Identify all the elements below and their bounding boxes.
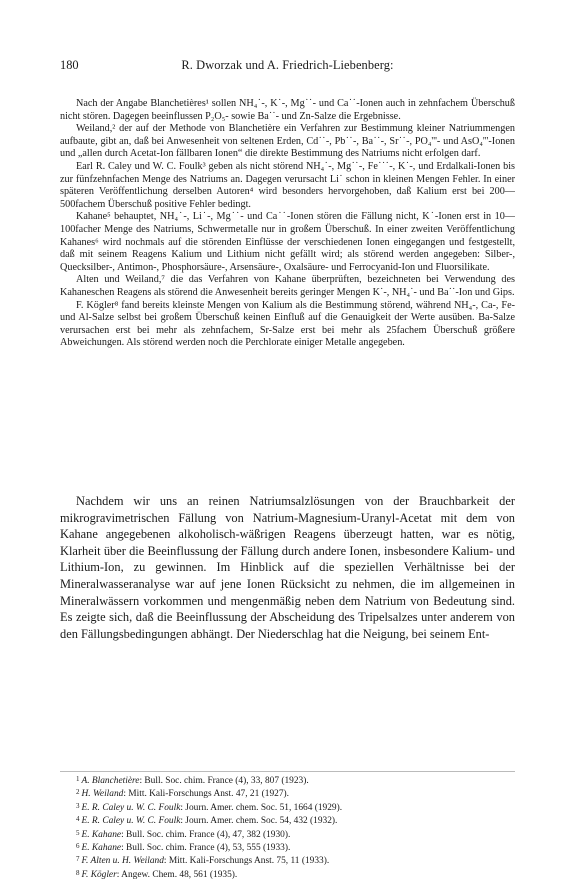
footnote-number: 5 bbox=[76, 828, 80, 837]
footnote-number: 2 bbox=[76, 788, 80, 797]
review-paragraph-1: Nach der Angabe Blanchetières¹ sollen NH₄˙-, K˙-, Mg˙˙- und Ca˙˙-Ionen auch in zehnfachem Überschuß nicht stören. Dagegen beeinflussen P₂O₅- sowie Ba˙˙- und Zn-Salze die Ergebnisse. bbox=[60, 98, 515, 122]
footnote bbox=[76, 841, 516, 854]
footnote-author: F. Kögler bbox=[81, 869, 117, 880]
footnote bbox=[76, 814, 516, 827]
footnote-number: 6 bbox=[76, 842, 80, 851]
footnote bbox=[76, 774, 516, 787]
footnote-number: 3 bbox=[76, 801, 80, 810]
footnote-reference: : Mitt. Kali-Forschungs Anst. 75, 11 (1933). bbox=[163, 856, 330, 867]
footnote bbox=[76, 787, 516, 800]
footnote-reference: : Journ. Amer. chem. Soc. 51, 1664 (1929). bbox=[180, 802, 343, 813]
footnote-reference: : Bull. Soc. chim. France (4), 33, 807 (1923). bbox=[139, 776, 309, 786]
footnote-author: E. R. Caley u. W. C. Foulk bbox=[81, 816, 181, 827]
footnote-reference: : Bull. Soc. chim. France (4), 47, 382 (1930). bbox=[121, 829, 291, 840]
footnote-author: E. Kahane bbox=[81, 843, 122, 854]
review-paragraph-5: Alten und Weiland,⁷ die das Verfahren von Kahane überprüften, bezeichneten bei Verwendung des Kahaneschen Reagens als störend die Anwesenheit bereits geringer Mengen K˙-, NH₄˙- und Ba˙˙-Ion und Gips. bbox=[60, 274, 515, 298]
footnote-number: 1 bbox=[76, 775, 80, 783]
main-text bbox=[60, 493, 515, 642]
footnote-number: 4 bbox=[76, 815, 80, 824]
footnotes bbox=[76, 774, 516, 881]
review-paragraph-3: Earl R. Caley und W. C. Foulk³ geben als nicht störend NH₄˙-, Mg˙˙-, Fe˙˙˙-, K˙-, und Erdalkali-Ionen bis zur fünfzehnfachen Menge des Natriums an. Dagegen verursacht Li˙ schon in kleinen Mengen Fehler. In einer späteren Veröffentlichung derselben Autoren⁴ wird besonders hervorgehoben, daß Kalium erst bei 200—500fachem Überschuß positive Fehler bedingt. bbox=[60, 160, 515, 210]
footnote-number: 8 bbox=[76, 868, 80, 877]
review-paragraph-4: Kahane⁵ behauptet, NH₄˙-, Li˙-, Mg˙˙- und Ca˙˙-Ionen stören die Fällung nicht, K˙-Ionen erst in 10—100facher Menge des Natriums, Schwermetalle nur in großem Überschuß. In einer zweiten Veröffentlichung Kahanes⁶ wird nochmals auf die störenden Einflüsse der verschiedenen Ionen eingegangen und festgestellt, daß mit seinem Reagens Kalium und Lithium nicht gefällt wird; als störend werden angegeben: Silber-, Quecksilber-, Antimon-, Phosphorsäure-, Arsensäure-, Oxalsäure- und Ferrocyanid-Ion und Fluorsilikate. bbox=[60, 211, 515, 273]
review-paragraph-6: F. Kögler⁸ fand bereits kleinste Mengen von Kalium als die Bestimmung störend, während NH₄-, Ca-, Fe- und Al-Salze selbst bei großem Überschuß keinen Einfluß auf die Genauigkeit der Werte ausüben. Ba-Salze verursachen erst bei mehr als zehnfachem, Sr-Salze erst bei mehr als 25fachem Überschuß größere Abweichungen. Als störend werden noch die Perchlorate einiger Metalle angegeben. bbox=[60, 299, 515, 349]
page-number: 180 bbox=[60, 58, 79, 72]
footnote-author: H. Weiland bbox=[81, 789, 124, 800]
footnote-author: E. Kahane bbox=[81, 829, 122, 840]
footnote-author: F. Alten u. H. Weiland bbox=[81, 856, 164, 867]
running-title: R. Dworzak und A. Friedrich-Liebenberg: bbox=[181, 58, 394, 72]
footnote-reference: : Journ. Amer. chem. Soc. 54, 432 (1932). bbox=[180, 816, 338, 827]
page-header bbox=[60, 58, 515, 74]
footnote-reference: : Bull. Soc. chim. France (4), 53, 555 (1933). bbox=[121, 843, 291, 854]
literature-review bbox=[60, 98, 515, 350]
footnote bbox=[76, 801, 516, 814]
footnote-reference: : Mitt. Kali-Forschungs Anst. 47, 21 (1927). bbox=[123, 789, 289, 800]
footnote-divider bbox=[60, 771, 515, 772]
footnote-author: E. R. Caley u. W. C. Foulk bbox=[81, 802, 181, 813]
footnote-number: 7 bbox=[76, 855, 80, 864]
main-paragraph: Nachdem wir uns an reinen Natriumsalzlösungen von der Brauchbarkeit der mikrogravimetrischen Fällung von Natrium-Magnesium-Uranyl-Acetat mit dem von Kahane angegebenen alkoholisch-wäßrigen Reagens überzeugt hatten, war es nötig, Klarheit über die Beeinflussung der Fällung durch andere Ionen, insbesondere Kalium- und Lithium-Ion, zu gewinnen. Im Hinblick auf die speziellen Verhältnisse bei der Mineralwasseranalyse war auf jene Ionen Rücksicht zu nehmen, die im allgemeinen in Mineralwässern vorkommen und mengenmäßig neben dem Natrium von Bedeutung sind. Es zeigte sich, daß die Beeinflussung der Abscheidung des Tripelsalzes unter anderem von den Fällungsbedingungen abhängt. Der Niederschlag hat die Neigung, bei seinem Ent- bbox=[60, 494, 515, 641]
review-paragraph-2: Weiland,² der auf der Methode von Blanchetière ein Verfahren zur Bestimmung kleiner Natriummengen aufbaute, gibt an, daß bei Anwesenheit von seltenen Erden, Cd˙˙-, Pb˙˙-, Ba˙˙-, Sr˙˙-, PO₄'''- und AsO₄'''-Ionen und „allen durch Acetat-Ion fällbaren Ionen“ die direkte Bestimmung des Natriums nicht erfolgen darf. bbox=[60, 123, 515, 160]
footnote-reference: : Angew. Chem. 48, 561 (1935). bbox=[116, 869, 238, 880]
footnote-author: A. Blanchetière bbox=[81, 776, 140, 786]
footnote bbox=[76, 868, 516, 881]
footnote bbox=[76, 854, 516, 867]
footnote bbox=[76, 828, 516, 841]
